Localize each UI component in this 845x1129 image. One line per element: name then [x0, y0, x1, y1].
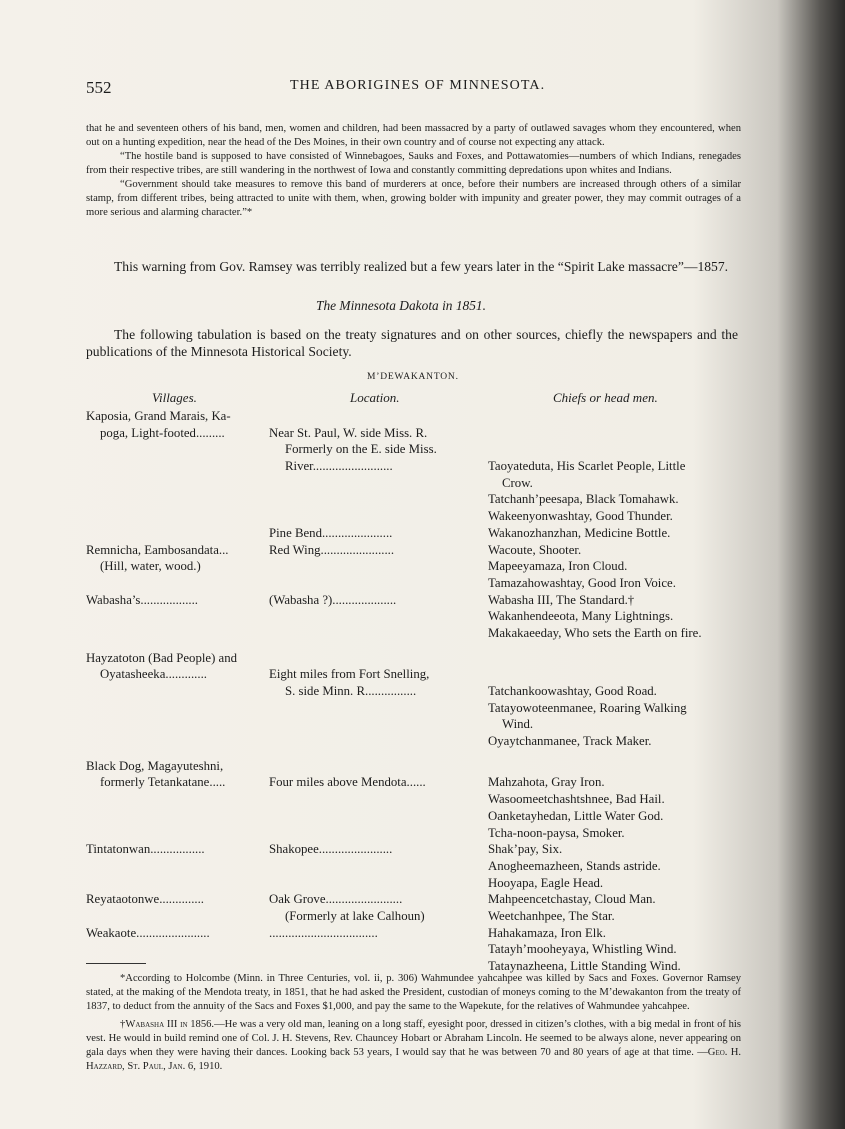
chief-cell: Wacoute, Shooter. [488, 542, 582, 557]
column-header-villages: Villages. [152, 390, 197, 405]
table-row [86, 441, 746, 458]
table-row [86, 683, 746, 700]
quote-paragraph-3: “Government should take measures to remove this band of murderers at once, before their numbers are increased through others of a similar stamp, from different tribes, being attracted to unite with them, when, growing bolder with impunity and greater power, they may commit outrages of a more serious and alarming character.”* [86, 179, 741, 218]
table-row [86, 425, 746, 442]
location-cell: Oak Grove........................ [269, 892, 403, 907]
chief-cell: Wakanhendeeota, Many Lightnings. [488, 609, 674, 624]
body-paragraph-2-text: The following tabulation is based on the treaty signatures and on other sources, chiefly the newspapers and the publications of the Minnesota Historical Society. [86, 327, 738, 359]
chief-cell: Mahzahota, Gray Iron. [488, 775, 605, 790]
table-row [86, 666, 746, 683]
village-cell: Tintatonwan................. [86, 842, 205, 857]
table-row [86, 758, 746, 775]
section-subtitle: The Minnesota Dakota in 1851. [316, 298, 486, 313]
table-row [86, 774, 746, 791]
table-row [86, 925, 746, 942]
chief-cell: Mahpeencetchastay, Cloud Man. [488, 892, 656, 907]
location-cell-cont: Formerly on the E. side Miss. [285, 442, 437, 457]
table-row [86, 491, 746, 508]
table-row [86, 733, 746, 750]
table-row [86, 700, 746, 717]
village-cell-cont: Oyatasheeka............. [100, 667, 207, 682]
chief-cell: Hooyapa, Eagle Head. [488, 875, 604, 890]
table-row [86, 891, 746, 908]
table-row [86, 875, 746, 892]
table-section-heading: M’DEWAKANTON. [367, 372, 459, 382]
table-row [86, 525, 746, 542]
chief-cell: Tcha-noon-paysa, Smoker. [488, 825, 625, 840]
chief-cell: Wakeenyonwashtay, Good Thunder. [488, 509, 673, 524]
quote-paragraph-1: that he and seventeen others of his band, men, women and children, had been massacred by a party of outlawed savages whom they encountered, when out on a hunting expedition, near the head of the Des Moines, in their own country and of course not expecting any attack. [86, 123, 741, 148]
table-row [86, 458, 746, 475]
body-paragraph-1 [86, 258, 738, 275]
footnote-2-signature: —Geo. H. Hazzard, St. Paul, Jan. 6, 1910. [86, 1047, 742, 1072]
location-cell: Red Wing....................... [269, 542, 395, 557]
body-paragraph-2 [86, 326, 738, 360]
footnote-2-lead: †Wabasha III in 1856. [120, 1019, 215, 1030]
column-header-location: Location. [350, 390, 400, 405]
chief-cell-cont: Crow. [502, 475, 533, 490]
page-number: 552 [86, 78, 112, 97]
chief-cell: Tataynazheena, Little Standing Wind. [488, 959, 681, 973]
quote-paragraph-2: “The hostile band is supposed to have consisted of Winnebagoes, Sauks and Foxes, and Pottawatomies—numbers of which Indians, renegades from their respective tribes, are still wandering in the northwest of Iowa and constantly committing depredations upon whites and Indians. [86, 151, 741, 176]
quoted-text [86, 122, 741, 220]
chief-cell: Mapeeyamaza, Iron Cloud. [488, 559, 628, 574]
village-cell: Hayzatoton (Bad People) and [86, 650, 238, 665]
table-row [86, 475, 746, 492]
footnote-1 [86, 972, 741, 1014]
table-row [86, 575, 746, 592]
table-row [86, 941, 746, 958]
chief-cell: Wakanozhanzhan, Medicine Bottle. [488, 525, 671, 540]
location-cell: (Wabasha ?).................... [269, 592, 397, 607]
location-cell: .................................. [269, 925, 378, 940]
chief-cell: Weetchanhpee, The Star. [488, 908, 615, 923]
table-row [86, 791, 746, 808]
village-cell: Kaposia, Grand Marais, Ka- [86, 409, 231, 423]
table-row [86, 408, 746, 425]
village-cell: Reyataotonwe.............. [86, 892, 204, 907]
table-row [86, 592, 746, 609]
table-row [86, 508, 746, 525]
footnote-2-body: —He was a very old man, leaning on a long staff, eyesight poor, dressed in citizen’s clothes, with a big medal in front of his vest. He would in build remind one of Col. J. H. Stevens, Rev. Chauncey Hobart or Abraham Lincoln. He seemed to be always alone, never appearing on gala days when they were having their dances. Looking back 53 years, I would say that he was between 70 and 80 years of age at that time. [86, 1019, 741, 1058]
chief-cell: Tatayowoteenmanee, Roaring Walking [488, 700, 687, 715]
location-cell: Four miles above Mendota...... [269, 775, 426, 790]
location-cell: Pine Bend...................... [269, 525, 393, 540]
table-row [86, 841, 746, 858]
chief-cell: Taoyateduta, His Scarlet People, Little [488, 459, 686, 474]
location-cell: Eight miles from Fort Snelling, [269, 667, 430, 682]
chief-cell: Anogheemazheen, Stands astride. [488, 858, 661, 873]
footnote-2 [86, 1018, 741, 1074]
location-cell: Near St. Paul, W. side Miss. R. [269, 425, 428, 440]
chief-cell: Tatchanh’peesapa, Black Tomahawk. [488, 492, 679, 507]
footnote-1-text: *According to Holcombe (Minn. in Three Centuries, vol. ii, p. 306) Wahmundee yahcahpee was killed by Sacs and Foxes. Governor Ramsey stated, at the making of the Mendota treaty, in 1851, that he had asked the President, custodian of moneys coming to the M’dewakanton from the treaty of 1837, to deduct from the annuity of the Sacs and Foxes $1,000, and pay the same to the Wapekute, for the relatives of Wahmundee yahcahpee. [86, 973, 741, 1012]
table-row [86, 825, 746, 842]
column-header-chiefs: Chiefs or head men. [553, 390, 658, 405]
body-paragraph-1-text: This warning from Gov. Ramsey was terribly realized but a few years later in the “Spirit Lake massacre”—1857. [114, 259, 729, 274]
chief-cell: Oanketayhedan, Little Water God. [488, 808, 664, 823]
chief-cell: Shak’pay, Six. [488, 842, 563, 857]
location-cell: Shakopee....................... [269, 842, 393, 857]
footnote-rule [86, 963, 146, 964]
row-spacer [86, 642, 746, 650]
chief-cell: Tatayh’mooheyaya, Whistling Wind. [488, 942, 677, 957]
village-cell: Black Dog, Magayuteshni, [86, 758, 224, 773]
table-row [86, 608, 746, 625]
table-row [86, 542, 746, 559]
location-cell-cont: (Formerly at lake Calhoun) [285, 908, 425, 923]
table-row [86, 650, 746, 667]
village-cell: Remnicha, Eambosandata... [86, 542, 229, 557]
chief-cell-cont: Wind. [502, 717, 534, 732]
chief-cell: Wasoomeetchashtshnee, Bad Hail. [488, 792, 665, 807]
location-cell-cont: S. side Minn. R................ [285, 684, 417, 698]
chief-cell: Hahakamaza, Iron Elk. [488, 925, 606, 940]
village-cell-cont: (Hill, water, wood.) [100, 559, 201, 574]
running-title: THE ABORIGINES OF MINNESOTA. [290, 78, 546, 93]
table-row [86, 716, 746, 733]
table-row [86, 908, 746, 925]
table-row [86, 858, 746, 875]
chief-cell: Tamazahowashtay, Good Iron Voice. [488, 575, 676, 590]
table-row [86, 558, 746, 575]
chief-cell: Tatchankoowashtay, Good Road. [488, 684, 657, 698]
chief-cell: Oyaytchanmanee, Track Maker. [488, 734, 652, 749]
chief-cell: Makakaeeday, Who sets the Earth on fire. [488, 625, 702, 640]
village-cell: Weakaote....................... [86, 925, 210, 940]
village-cell-cont: formerly Tetankatane..... [100, 775, 226, 790]
village-cell-cont: poga, Light-footed......... [100, 425, 225, 440]
row-spacer [86, 750, 746, 758]
villages-table [86, 408, 746, 975]
table-row [86, 808, 746, 825]
chief-cell: Wabasha III, The Standard.† [488, 592, 635, 607]
village-cell: Wabasha’s.................. [86, 592, 198, 607]
table-row [86, 625, 746, 642]
location-cell-cont: River......................... [285, 459, 393, 474]
